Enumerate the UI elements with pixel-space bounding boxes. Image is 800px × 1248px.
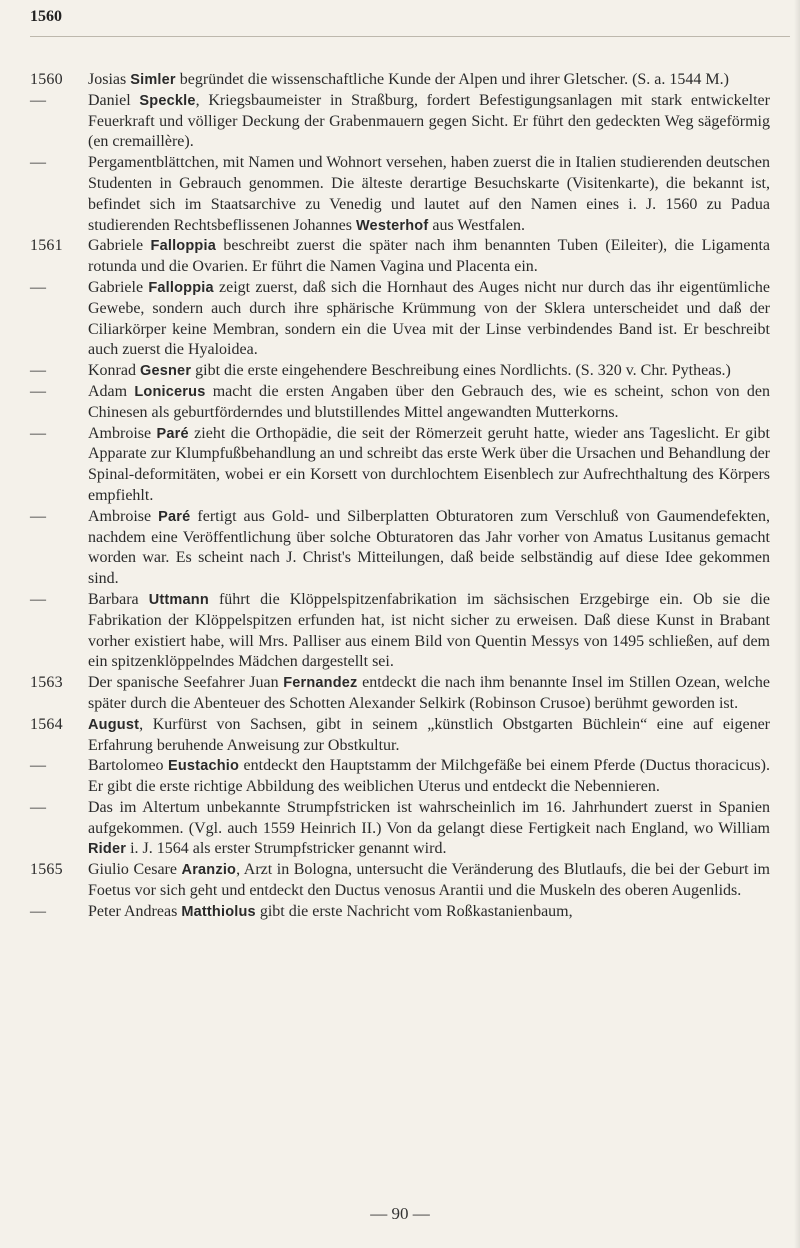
entry-text-body: , Arzt in Bologna, untersucht die Veränderung des Blutlaufs, die bei der Geburt im Foetus vor sich geht und entdeckt den Ductus venosus Arantii und die Muskeln des oberen Augenlids. (88, 861, 770, 900)
chronology-entry (30, 798, 770, 860)
entry-year: — (30, 757, 47, 775)
chronology-entry (30, 756, 770, 798)
entry-text (88, 507, 770, 590)
entry-year: — (30, 507, 47, 525)
entry-year: 1563 (30, 674, 63, 692)
entry-text (88, 382, 770, 424)
entry-text-body: gibt die erste eingehendere Beschreibung eines Nordlichts. (S. 320 v. Chr. Pytheas.) (191, 362, 731, 380)
entry-year: — (30, 362, 47, 380)
entry-year: — (30, 590, 47, 608)
entry-text-lead: Konrad (88, 362, 140, 380)
person-name: Speckle (139, 92, 196, 109)
entry-text-body: , Kurfürst von Sachsen, gibt in seinem „künstlich Obstgarten Büchlein“ eine auf eigener Erfahrung beruhende Anweisung zur Obstkultur. (88, 715, 770, 754)
entry-text-lead: Bartolomeo (88, 757, 168, 775)
entry-text-body: begründet die wissenschaftliche Kunde der Alpen und ihrer Gletscher. (S. a. 1544 M.) (175, 71, 729, 88)
entry-text-body: entdeckt den Hauptstamm der Milchgefäße bei einem Pferde (Ductus thoracicus). Er gibt die erste richtige Abbildung des weiblichen Uterus und entdeckt die Nebennieren. (88, 757, 770, 796)
entry-year: — (30, 424, 47, 442)
chronology-entry (30, 507, 770, 590)
entry-text-lead: Das im Altertum unbekannte Strumpfstricken ist wahrscheinlich im 16. Jahrhundert zuerst in Spanien aufgekommen. (Vgl. auch 1559 Heinrich II.) Von da gelangt diese Fertigkeit nach England, wo William (88, 798, 770, 837)
entry-text-body: , Kriegsbaumeister in Straßburg, fordert Befestigungsanlagen mit stark entwickelter Feuerkraft und völliger Deckung der Grabenmauern gegen Sicht. Er führt den gedeckten Weg sägeförmig (en cremaillère). (88, 91, 770, 151)
entry-text-body: führt die Klöppelspitzenfabrikation im sächsischen Erzgebirge ein. Ob sie die Fabrikation der Klöppelspitzen erfunden hat, ist nicht sicher zu erweisen. Daß diese Kunst in Brabant vorher existiert habe, will Mrs. Palliser aus einem Bild von Quentin Messys von 1495 schließen, auf dem ein spitzenklöppelndes Mädchen dargestellt sei. (88, 590, 770, 671)
entry-text-lead: Gabriele (88, 237, 151, 255)
entry-text-lead: Barbara (88, 590, 149, 608)
person-name: Westerhof (355, 217, 429, 234)
entry-text-lead: Adam (88, 382, 135, 400)
entry-text-lead: Gabriele (88, 278, 149, 296)
person-name: Paré (158, 508, 191, 525)
entry-text-body: entdeckt die nach ihm benannte Insel im Stillen Ozean, welche später durch die Abenteuer des Schotten Alexander Selkirk (Robinson Crusoe) berühmt geworden ist. (88, 674, 770, 712)
chronology-entry (30, 278, 770, 361)
chronology-entry (30, 361, 770, 382)
entry-text (88, 91, 770, 153)
entry-text-lead: Pergamentblättchen, mit Namen und Wohnort versehen, haben zuerst die in Italien studierenden deutschen Studenten in Gebrauch genommen. Die älteste derartige Besuchskarte (Visitenkarte), die bekannt ist, befindet sich im Staatsarchive zu Venedig und lautet auf den Namen eines i. J. 1560 zu Padua studierenden Rechtsbeflissenen Johannes (88, 154, 770, 234)
chronology-entry (30, 424, 770, 507)
person-name: Gesner (139, 363, 192, 380)
person-name: Falloppia (150, 238, 216, 255)
entry-year: 1565 (30, 861, 63, 879)
person-name: Simler (130, 72, 176, 88)
entry-text (88, 424, 770, 507)
entry-text-body: zeigt zuerst, daß sich die Hornhaut des Auges nicht nur durch das ihr eigentümliche Gewebe, sondern auch durch ihre sphärische Krümmung von der Sklera unterscheidet und daß der Ciliarkörper keine Membran, sondern ein die Uvea mit der Linse verbindendes Band ist. Er beschreibt auch zuerst die Hyaloidea. (88, 278, 770, 359)
entry-text (88, 236, 770, 278)
entry-year: 1564 (30, 715, 63, 733)
chronology-entry (30, 902, 770, 923)
person-name: Fernandez (283, 675, 358, 692)
entry-text (88, 860, 770, 902)
entry-text-body: gibt die erste Nachricht vom Roßkastanienbaum, (255, 902, 573, 920)
entry-year: — (30, 278, 47, 296)
person-name: Rider (88, 841, 127, 858)
entry-text-lead: Giulio Cesare (88, 861, 182, 879)
entry-year: — (30, 91, 47, 109)
page-edge-shadow (794, 0, 800, 1248)
person-name: August (88, 716, 140, 733)
chronology-entry (30, 382, 770, 424)
entry-text-lead: Josias (88, 71, 131, 88)
chronology-entry (30, 236, 770, 278)
entry-text-body: i. J. 1564 als erster Strumpfstricker genannt wird. (126, 840, 447, 858)
entry-text (88, 798, 770, 860)
person-name: Eustachio (167, 758, 240, 775)
entry-text-body: macht die ersten Angaben über den Gebrauch des, wie es scheint, schon von den Chinesen als geburtförderndes und blutstillendes Mittel angewandten Mutterkorns. (88, 382, 770, 421)
entry-year: — (30, 798, 47, 816)
entry-text (88, 153, 770, 236)
chronology-entry (30, 715, 770, 757)
chronology-entry (30, 70, 770, 91)
entry-text-lead: Peter Andreas (88, 902, 182, 920)
entry-text-lead: Ambroise (88, 424, 157, 442)
person-name: Paré (156, 425, 189, 442)
person-name: Uttmann (148, 591, 209, 608)
entry-text (88, 590, 770, 673)
person-name: Aranzio (181, 862, 237, 879)
person-name: Matthiolus (181, 903, 256, 920)
entry-year: — (30, 154, 47, 172)
entry-text-lead: Daniel (88, 91, 140, 109)
entry-year: 1561 (30, 237, 63, 255)
header-divider (30, 36, 790, 37)
entry-year: — (30, 902, 47, 920)
entry-text (88, 756, 770, 798)
person-name: Falloppia (148, 279, 214, 296)
chronology-entries (30, 70, 770, 923)
entry-text (88, 673, 770, 715)
chronology-entry (30, 153, 770, 236)
entry-text (88, 902, 770, 923)
entry-text-body: beschreibt zuerst die später nach ihm benannten Tuben (Eileiter), die Ligamenta rotunda und die Ovarien. Er führt die Namen Vagina und Placenta ein. (88, 237, 770, 276)
chronology-entry (30, 91, 770, 153)
entry-text-body: fertigt aus Gold- und Silberplatten Obturatoren zum Verschluß von Gaumendefekten, nachdem eine Veröffentlichung über solche Obturatoren das Jahr vorher von Amatus Lusitanus gemacht worden war. Es scheint nach J. Christ's Mitteilungen, daß beide selbständig auf diese Idee gekommen sind. (88, 507, 770, 588)
person-name: Lonicerus (134, 383, 206, 400)
entry-text-body: aus Westfalen. (428, 216, 525, 234)
entry-text (88, 70, 770, 91)
entry-text-lead: Der spanische Seefahrer Juan (88, 674, 284, 692)
entry-year: 1560 (30, 71, 63, 88)
entry-year: — (30, 382, 47, 400)
entry-text-body: zieht die Orthopädie, die seit der Römerzeit geruht hatte, wieder ans Tageslicht. Er gibt Apparate zur Klumpfußbehandlung an und schreibt das erste Werk über die Ursachen und Behandlung der Spinal-deformitäten, wobei er ein Korsett von durchlochtem Eisenblech zur Aufrechthaltung des Körpers empfiehlt. (88, 424, 770, 504)
entry-text (88, 278, 770, 361)
chronology-entry (30, 590, 770, 673)
entry-text (88, 361, 770, 382)
page-number: — 90 — (370, 1204, 430, 1223)
chronology-entry (30, 860, 770, 902)
running-header-year: 1560 (30, 8, 62, 25)
entry-text-lead: Ambroise (88, 507, 159, 525)
entry-text (88, 715, 770, 757)
chronology-entry (30, 673, 770, 715)
